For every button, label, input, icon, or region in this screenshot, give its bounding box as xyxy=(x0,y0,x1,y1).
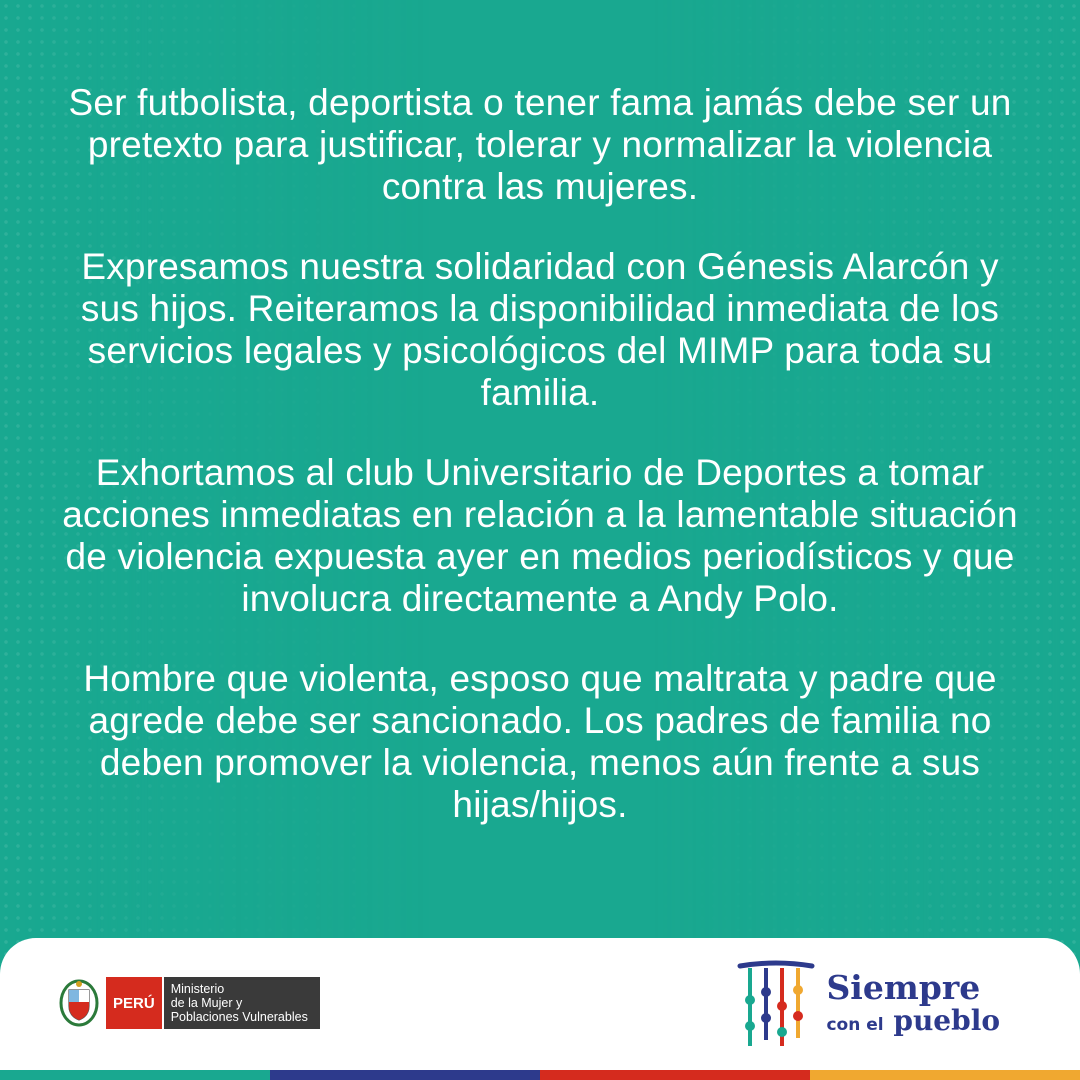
footer-bar xyxy=(0,938,1080,1080)
campaign-line-2 xyxy=(826,1005,1000,1041)
ministry-line-3: Poblaciones Vulnerables xyxy=(170,1010,308,1024)
government-logo xyxy=(58,976,320,1030)
ministry-line-2: de la Mujer y xyxy=(170,996,243,1010)
campaign-line-2-small: con el xyxy=(826,1015,884,1035)
campaign-line-1: Siempre xyxy=(826,968,981,1007)
campaign-line-2-big: pueblo xyxy=(893,1004,1000,1037)
paragraph-1: Ser futbolista, deportista o tener fama jamás debe ser un pretexto para justificar, tolerar y normalizar la violencia contra las mujeres. xyxy=(68,82,1012,207)
statement-text xyxy=(60,82,1020,864)
campaign-logo xyxy=(736,960,1000,1052)
ministry-line-1: Ministerio xyxy=(170,982,225,996)
color-stripe xyxy=(0,1070,1080,1080)
peru-label: PERÚ xyxy=(106,977,162,1029)
paragraph-4: Hombre que violenta, esposo que maltrata y padre que agrede debe ser sancionado. Los padres de familia no deben promover la violencia, menos aún frente a sus hijas/hijos. xyxy=(83,658,997,825)
stripe-segment-4 xyxy=(810,1070,1080,1080)
stripe-segment-3 xyxy=(540,1070,810,1080)
paragraph-2: Expresamos nuestra solidaridad con Génesis Alarcón y sus hijos. Reiteramos la disponibilidad inmediata de los servicios legales y psicológicos del MIMP para toda su familia. xyxy=(80,246,1000,413)
paragraph-3: Exhortamos al club Universitario de Deportes a tomar acciones inmediatas en relación a la lamentable situación de violencia expuesta ayer en medios periodísticos y que involucra directamente a Andy Polo. xyxy=(62,452,1018,619)
knotted-threads-icon xyxy=(736,960,816,1052)
campaign-text xyxy=(826,968,1000,1041)
coat-of-arms-icon xyxy=(58,976,100,1030)
stripe-segment-2 xyxy=(270,1070,540,1080)
stripe-segment-1 xyxy=(0,1070,270,1080)
ministry-label xyxy=(162,977,320,1029)
